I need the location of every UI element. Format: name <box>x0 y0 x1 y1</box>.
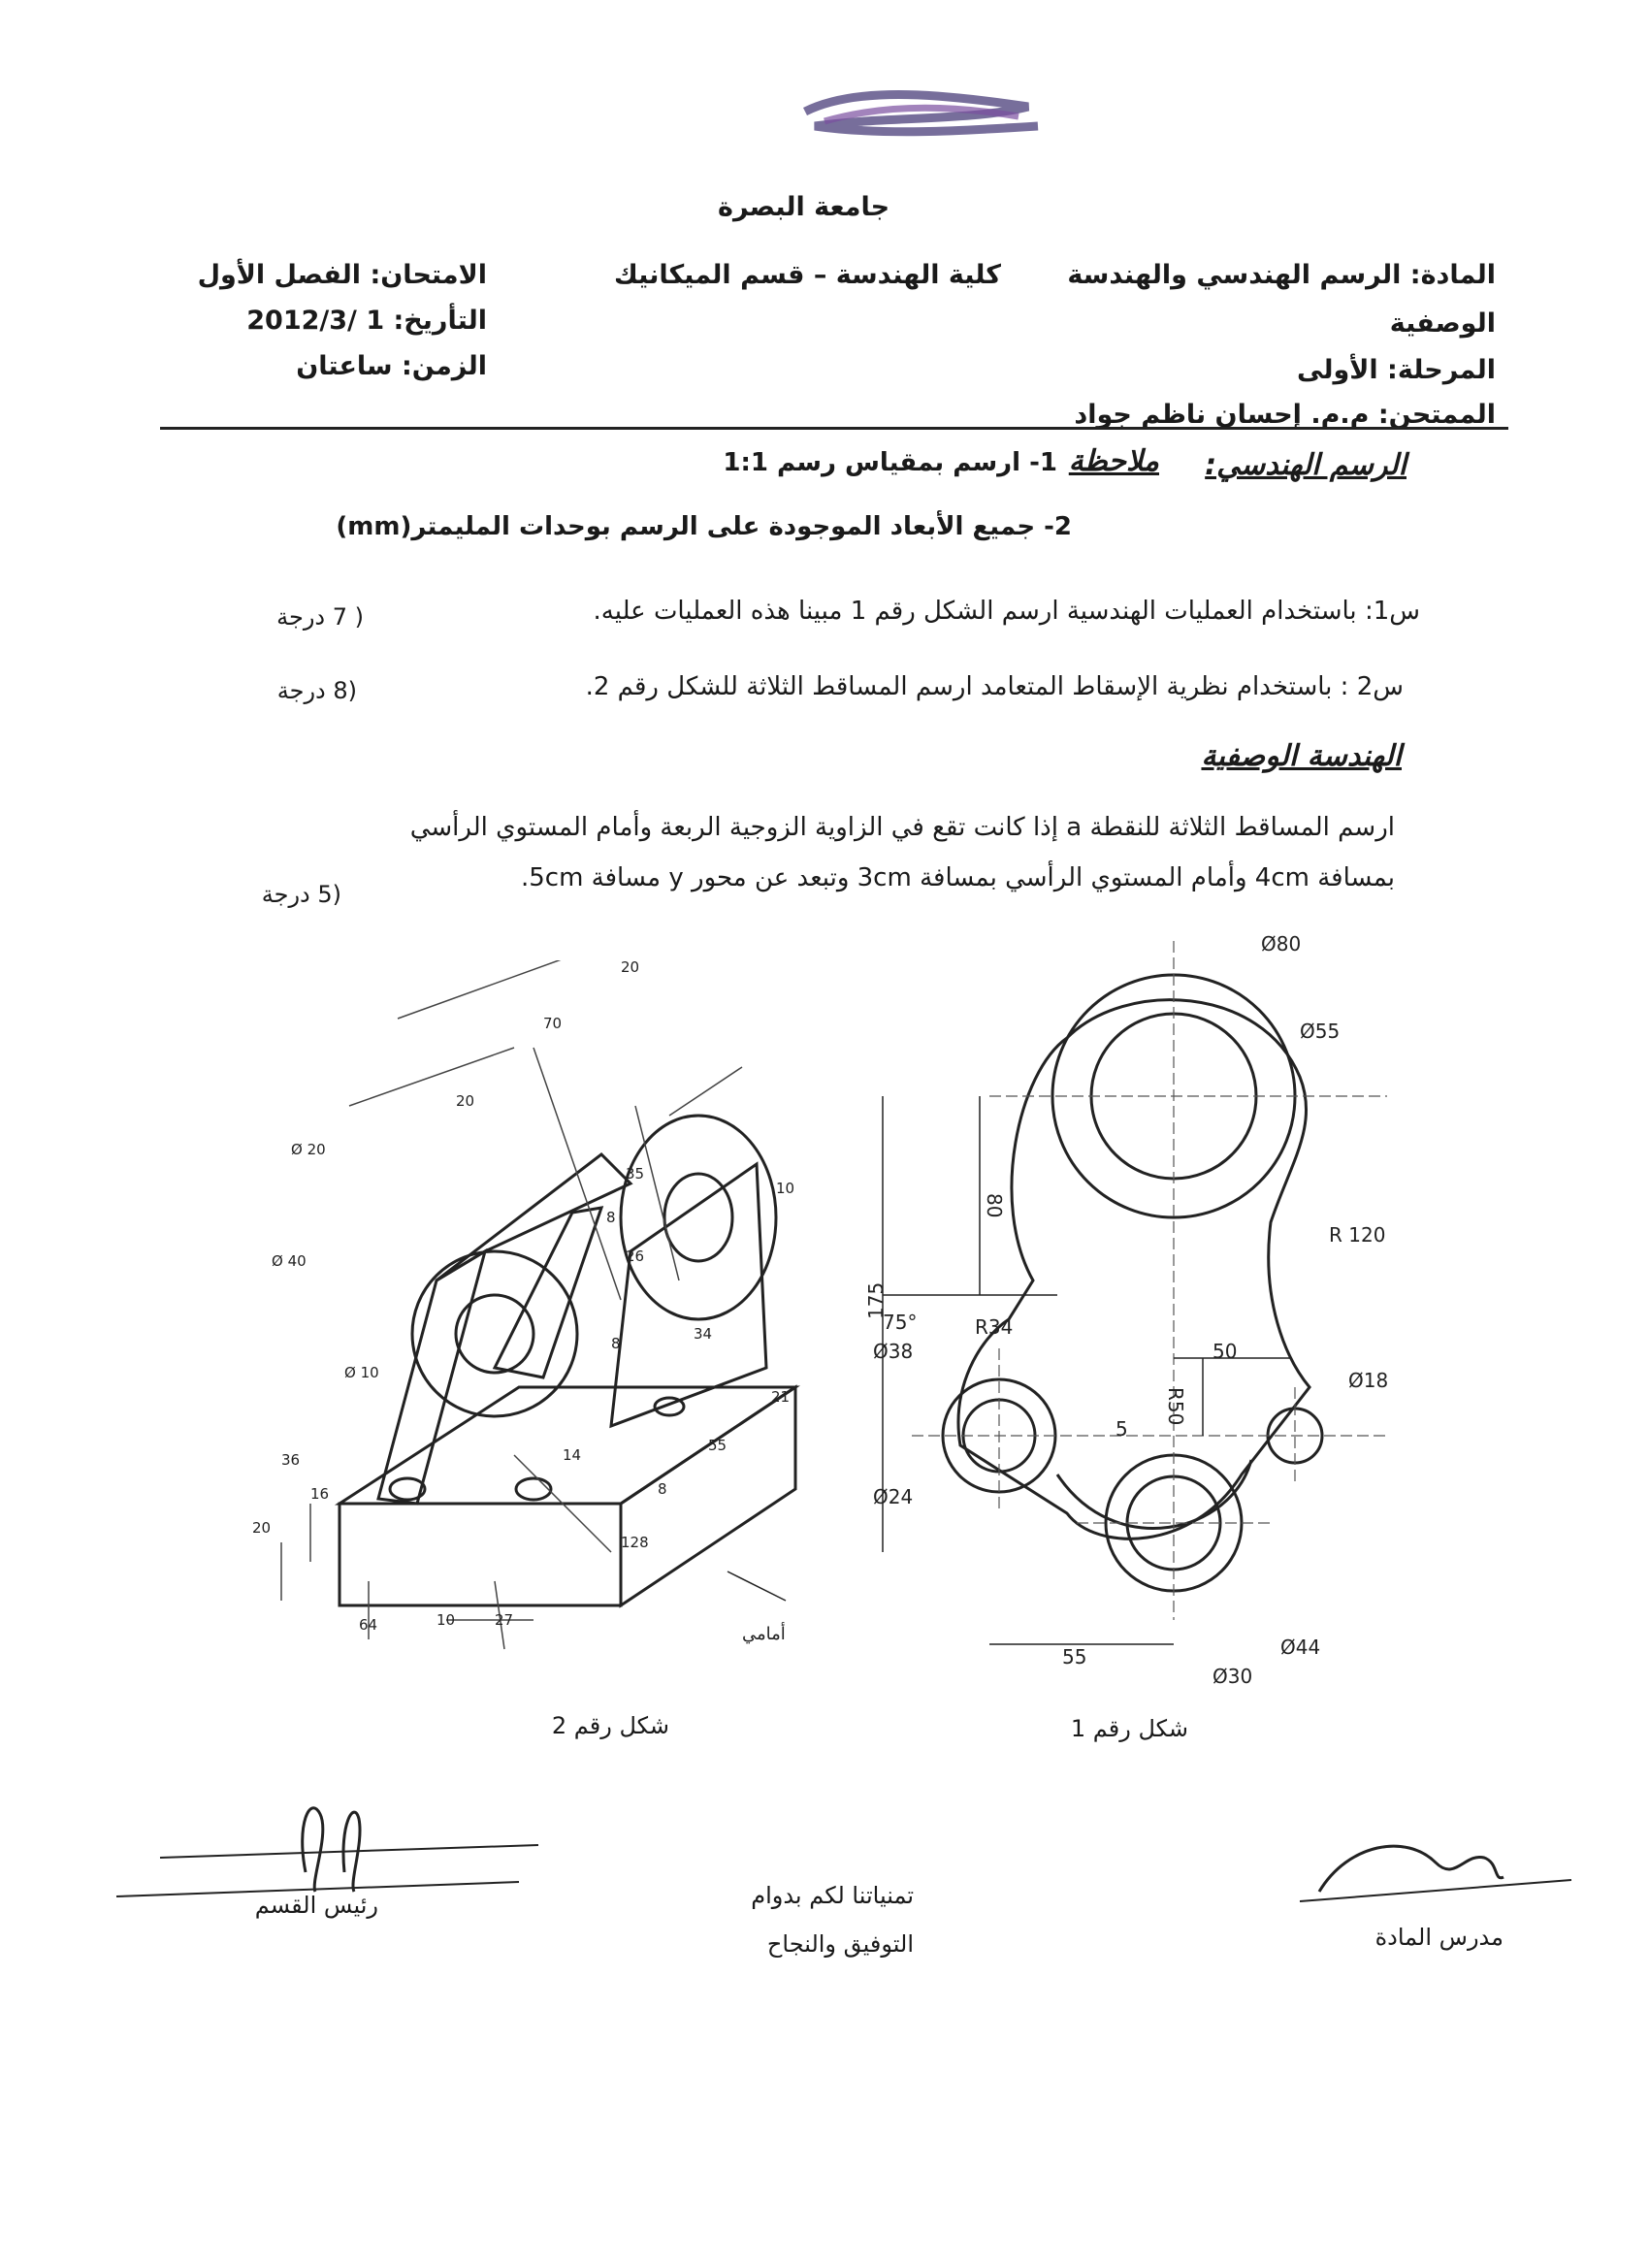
svg-text:26: 26 <box>626 1247 645 1265</box>
note-label: ملاحظة <box>1068 444 1159 478</box>
svg-text:10: 10 <box>776 1180 795 1197</box>
question-2: س2 : باستخدام نظرية الإسقاط المتعامد ارسم المساقط الثلاثة للشكل رقم 2. <box>585 672 1404 701</box>
svg-text:8: 8 <box>658 1480 667 1498</box>
redacted-scribble <box>795 82 1048 155</box>
question-1: س1: باستخدام العمليات الهندسية ارسم الشكل رقم 1 مبينا هذه العمليات عليه. <box>593 597 1420 626</box>
svg-text:55: 55 <box>708 1437 728 1454</box>
svg-text:34: 34 <box>694 1325 713 1343</box>
exam-title: الامتحان: الفصل الأول <box>197 260 487 290</box>
head-of-dept-label: رئيس القسم <box>254 1892 378 1919</box>
svg-text:Ø55: Ø55 <box>1300 1020 1341 1043</box>
svg-text:50: 50 <box>1212 1340 1238 1363</box>
note-2: 2- جميع الأبعاد الموجودة على الرسم بوحدات المليمتر(mm) <box>336 512 1072 541</box>
svg-text:21: 21 <box>771 1388 791 1406</box>
svg-text:Ø18: Ø18 <box>1348 1369 1389 1392</box>
exam-time: الزمن: ساعتان <box>296 351 487 381</box>
examiner: الممتحن: م.م. إحسان ناظم جواد <box>1074 400 1496 430</box>
descriptive-grade: (5 درجة <box>261 881 341 908</box>
figure-2-caption: شكل رقم 2 <box>551 1712 669 1739</box>
question-1-grade: ( 7 درجة <box>276 603 364 631</box>
section-title-descriptive: الهندسة الوصفية <box>1201 739 1402 773</box>
svg-text:Ø38: Ø38 <box>873 1340 914 1363</box>
note-1: 1- ارسم بمقياس رسم 1:1 <box>723 448 1057 477</box>
figure-1-caption: شكل رقم 1 <box>1070 1715 1188 1742</box>
exam-date: التأريخ: 1 /2012/3 <box>246 306 487 336</box>
svg-text:16: 16 <box>310 1485 330 1503</box>
svg-text:70: 70 <box>543 1015 563 1032</box>
section-title-drawing: الرسم الهندسي: <box>1205 448 1406 482</box>
svg-text:64: 64 <box>359 1616 378 1634</box>
descriptive-line-2: بمسافة 4cm وأمام المستوي الرأسي بمسافة 3cm وتبعد عن محور y مسافة 5cm. <box>520 863 1395 892</box>
svg-text:55: 55 <box>1062 1645 1087 1669</box>
svg-text:20: 20 <box>621 960 640 976</box>
svg-text:27: 27 <box>495 1611 514 1629</box>
question-2-grade: (8 درجة <box>276 677 357 704</box>
svg-text:Ø30: Ø30 <box>1212 1665 1253 1688</box>
svg-text:175: 175 <box>864 1281 888 1319</box>
figure-1-plate <box>844 931 1455 1698</box>
svg-text:8: 8 <box>606 1209 616 1226</box>
descriptive-line-1: ارسم المساقط الثلاثة للنقطة a إذا كانت تقع في الزاوية الزوجية الربعة وأمام المستوي الرأسي <box>409 813 1395 842</box>
svg-text:R34: R34 <box>975 1315 1014 1339</box>
svg-text:5: 5 <box>1116 1417 1128 1441</box>
svg-text:20: 20 <box>456 1092 475 1110</box>
svg-text:36: 36 <box>281 1451 301 1469</box>
svg-text:8: 8 <box>611 1335 621 1352</box>
university-name: جامعة البصرة <box>718 192 890 222</box>
svg-text:Ø 40: Ø 40 <box>272 1252 307 1270</box>
svg-text:R 120: R 120 <box>1329 1223 1386 1247</box>
instructor-label: مدرس المادة <box>1374 1924 1504 1951</box>
svg-text:14: 14 <box>563 1446 582 1464</box>
stage: المرحلة: الأولى <box>1297 355 1496 385</box>
figure-2-isometric <box>252 960 834 1659</box>
svg-text:Ø 20: Ø 20 <box>291 1141 326 1158</box>
svg-text:10: 10 <box>436 1611 456 1629</box>
header-divider <box>160 427 1508 430</box>
svg-text:128: 128 <box>621 1534 649 1551</box>
svg-text:R50: R50 <box>1164 1387 1187 1426</box>
svg-text:20: 20 <box>252 1519 272 1537</box>
subject-line-2: الوصفية <box>1389 308 1496 339</box>
svg-text:35: 35 <box>626 1165 645 1183</box>
wishes-line-1: تمنياتنا لكم بدوام <box>751 1882 914 1909</box>
wishes-line-2: التوفيق والنجاح <box>766 1930 914 1958</box>
college-name: كلية الهندسة – قسم الميكانيك <box>614 260 1001 290</box>
front-view-label: أمامي <box>742 1624 786 1644</box>
svg-text:80: 80 <box>983 1193 1006 1218</box>
instructor-signature <box>1290 1824 1581 1930</box>
svg-text:75°: 75° <box>883 1311 918 1334</box>
svg-text:Ø80: Ø80 <box>1261 932 1302 956</box>
svg-text:Ø44: Ø44 <box>1280 1636 1321 1659</box>
svg-text:Ø 10: Ø 10 <box>344 1364 379 1381</box>
subject-line-1: المادة: الرسم الهندسي والهندسة <box>1067 260 1496 290</box>
svg-text:Ø24: Ø24 <box>873 1485 914 1508</box>
